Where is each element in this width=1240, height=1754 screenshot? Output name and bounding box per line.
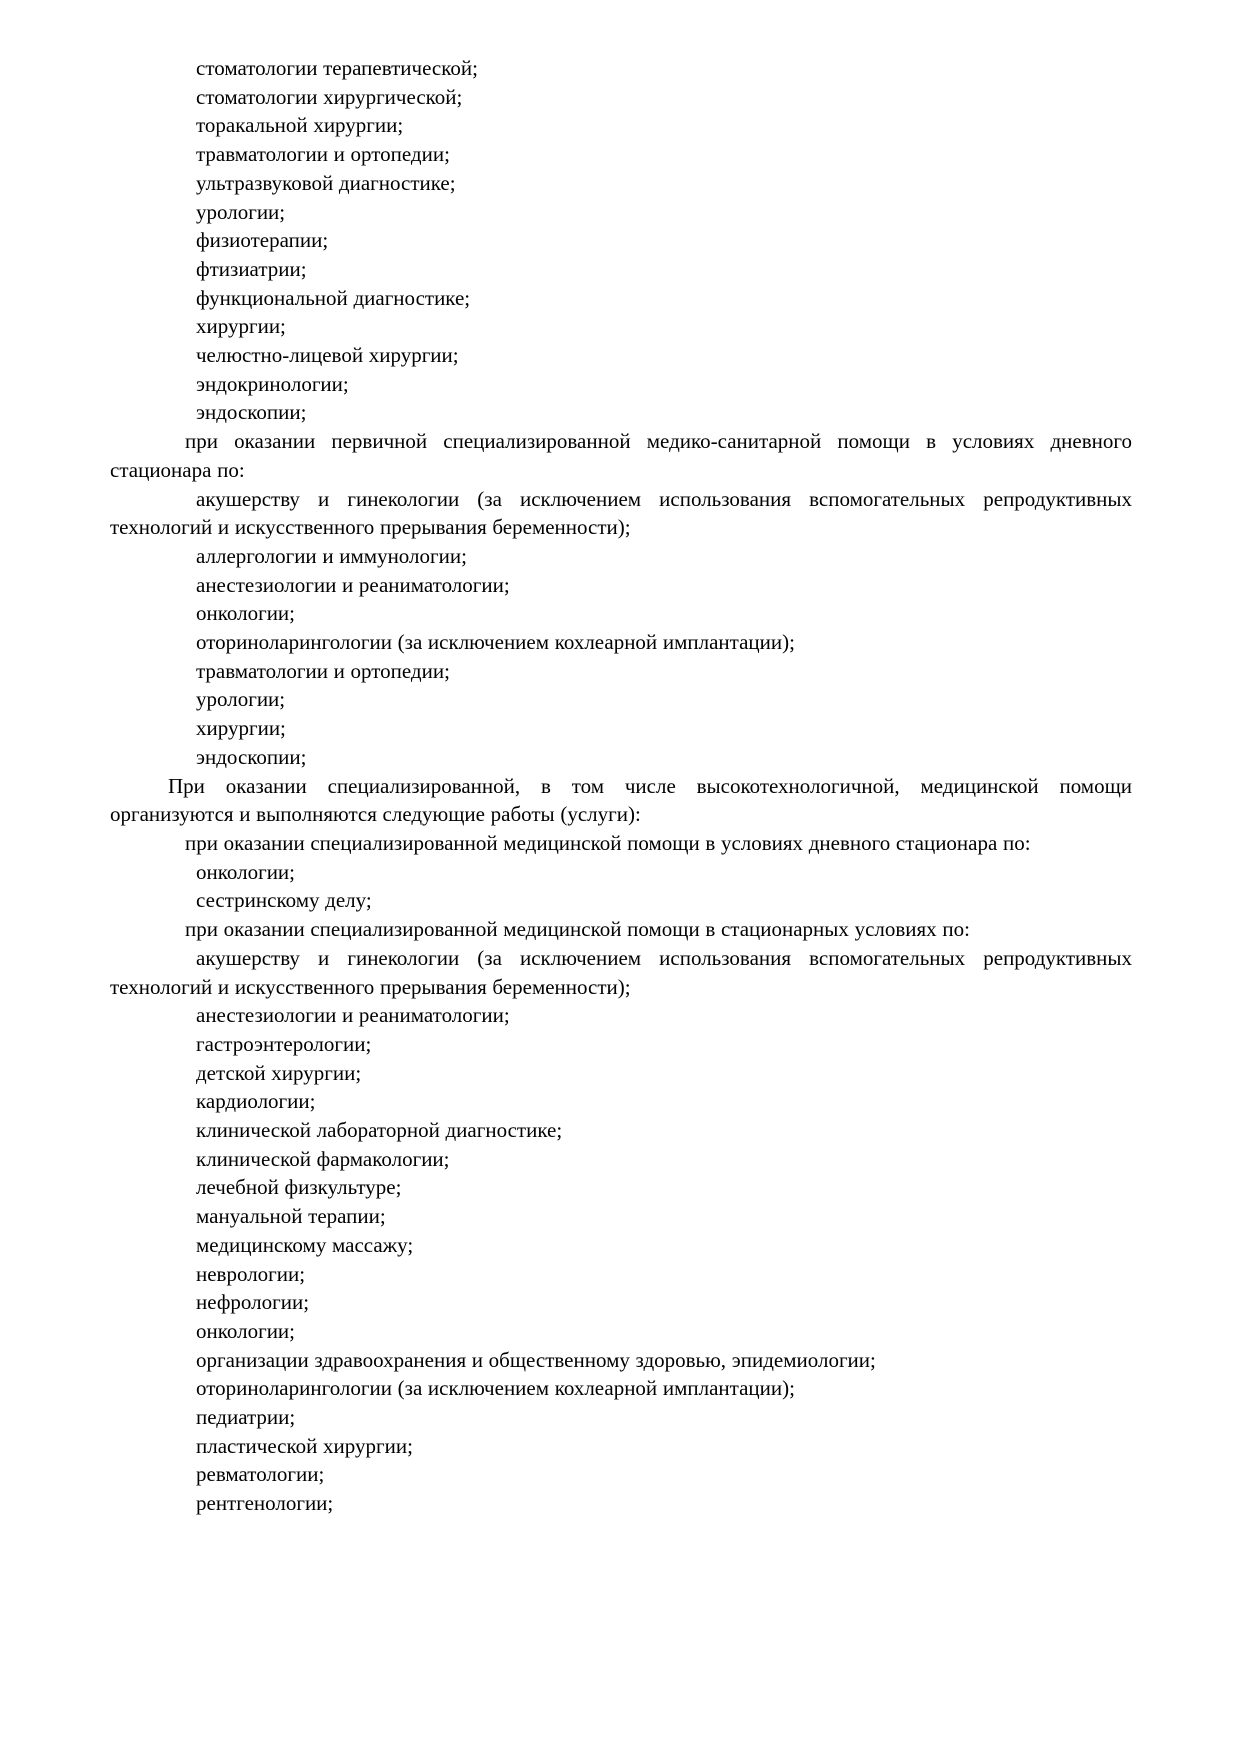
paragraph: акушерству и гинекологии (за исключением использования вспомогательных репродуктивных технологий и искусственного прерывания беременности);: [110, 945, 1132, 999]
paragraph: онкологии;: [196, 1318, 296, 1343]
paragraph: урологии;: [196, 687, 286, 712]
paragraph: травматологии и ортопедии;: [196, 142, 450, 167]
paragraph: хирургии;: [196, 314, 286, 339]
paragraph: эндоскопии;: [196, 744, 307, 769]
paragraph: онкологии;: [196, 859, 296, 884]
paragraph: при оказании специализированной медицинской помощи в стационарных условиях по:: [185, 917, 970, 942]
paragraph: торакальной хирургии;: [196, 113, 404, 138]
paragraph: аллергологии и иммунологии;: [196, 543, 467, 568]
paragraph: клинической фармакологии;: [196, 1146, 450, 1171]
document-body: [110, 54, 1132, 1518]
paragraph: нефрологии;: [196, 1290, 310, 1315]
paragraph: фтизиатрии;: [196, 256, 307, 281]
paragraph: гастроэнтерологии;: [196, 1031, 372, 1056]
paragraph: мануальной терапии;: [196, 1204, 386, 1229]
paragraph: акушерству и гинекологии (за исключением использования вспомогательных репродуктивных технологий и искусственного прерывания беременности);: [110, 486, 1132, 540]
paragraph: медицинскому массажу;: [196, 1232, 414, 1257]
paragraph: хирургии;: [196, 716, 286, 741]
paragraph: при оказании первичной специализированной медико-санитарной помощи в условиях дневного стационара по:: [110, 429, 1132, 482]
paragraph: детской хирургии;: [196, 1060, 362, 1085]
paragraph: анестезиологии и реаниматологии;: [196, 572, 510, 597]
paragraph: стоматологии терапевтической;: [196, 56, 478, 80]
paragraph: При оказании специализированной, в том числе высокотехнологичной, медицинской помощи организуются и выполняются следующие работы (услуги):: [110, 773, 1132, 827]
paragraph: оториноларингологии (за исключением кохлеарной имплантации);: [196, 1376, 795, 1401]
paragraph: урологии;: [196, 199, 286, 224]
paragraph: пластической хирургии;: [196, 1433, 413, 1458]
paragraph: онкологии;: [196, 601, 296, 626]
paragraph: стоматологии хирургической;: [196, 84, 463, 109]
paragraph: эндокринологии;: [196, 371, 349, 396]
paragraph: травматологии и ортопедии;: [196, 658, 450, 683]
paragraph: физиотерапии;: [196, 228, 329, 253]
paragraph: организации здравоохранения и общественному здоровью, эпидемиологии;: [196, 1347, 876, 1372]
paragraph: оториноларингологии (за исключением кохлеарной имплантации);: [196, 630, 795, 655]
paragraph: кардиологии;: [196, 1089, 316, 1114]
paragraph: сестринскому делу;: [196, 888, 372, 913]
paragraph: анестезиологии и реаниматологии;: [196, 1003, 510, 1028]
paragraph: ультразвуковой диагностике;: [196, 170, 456, 195]
paragraph: педиатрии;: [196, 1405, 296, 1430]
paragraph: неврологии;: [196, 1261, 306, 1286]
paragraph: рентгенологии;: [196, 1491, 334, 1516]
paragraph: ревматологии;: [196, 1462, 325, 1487]
paragraph: лечебной физкультуре;: [196, 1175, 402, 1200]
paragraph: функциональной диагностике;: [196, 285, 471, 310]
paragraph: эндоскопии;: [196, 400, 307, 425]
paragraph: при оказании специализированной медицинской помощи в условиях дневного стационара по:: [185, 830, 1031, 855]
paragraph: клинической лабораторной диагностике;: [196, 1118, 563, 1143]
paragraph: челюстно-лицевой хирургии;: [196, 343, 459, 368]
